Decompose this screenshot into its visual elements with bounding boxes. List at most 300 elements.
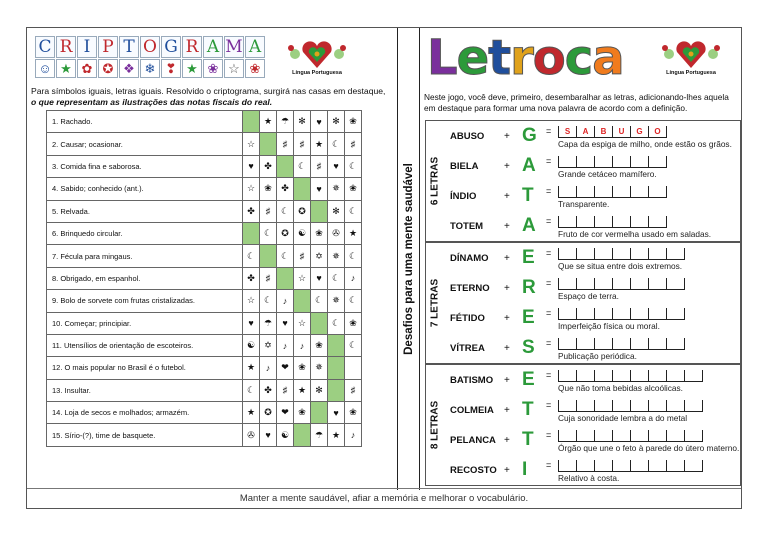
- definition-text: Imperfeição física ou moral.: [558, 321, 660, 331]
- answer-letter-box[interactable]: [684, 460, 703, 471]
- letroca-row: [450, 399, 738, 429]
- symbol-cell[interactable]: ♯: [294, 133, 311, 155]
- answer-boxes: [558, 156, 667, 168]
- criptograma-row: [47, 200, 362, 222]
- symbol-cell[interactable]: ☾: [328, 133, 345, 155]
- title-letter: A: [245, 36, 265, 58]
- criptograma-row: [47, 245, 362, 267]
- scrambled-word: FÉTIDO: [450, 313, 485, 324]
- title-symbol-icon: ❄: [140, 59, 160, 78]
- equals-sign: =: [546, 156, 552, 166]
- answer-letter-box[interactable]: [648, 278, 666, 289]
- answer-letter-box[interactable]: [684, 430, 703, 441]
- highlight-answer-cell[interactable]: [328, 357, 345, 379]
- scrambled-word: DÍNAMO: [450, 253, 489, 264]
- symbol-cell[interactable]: ☾: [260, 290, 277, 312]
- definition-text: Grande cetáceo mamífero.: [558, 169, 657, 179]
- criptograma-row: [47, 155, 362, 177]
- instructions-emphasis: o que representam as ilustrações das notas fiscais do real.: [31, 97, 273, 107]
- symbol-cell[interactable]: ☾: [260, 222, 277, 244]
- symbol-cell[interactable]: ★: [294, 379, 311, 401]
- scrambled-word: PELANCA: [450, 435, 496, 446]
- symbol-cell[interactable]: ☆: [243, 290, 260, 312]
- highlight-answer-cell[interactable]: [311, 200, 328, 222]
- symbol-cell[interactable]: ☾: [328, 312, 345, 334]
- letroca-group: [425, 242, 741, 364]
- answer-letter-box[interactable]: [612, 400, 630, 411]
- panel-divider-right: [419, 28, 420, 490]
- answer-letter-box[interactable]: S: [558, 126, 576, 137]
- symbol-cell[interactable]: ☆: [294, 267, 311, 289]
- answer-letter-box[interactable]: [594, 248, 612, 259]
- symbol-cell[interactable]: ✤: [277, 178, 294, 200]
- worksheet: [26, 27, 742, 509]
- answer-letter-box[interactable]: [630, 248, 648, 259]
- title-letter: G: [161, 36, 181, 58]
- symbol-cell[interactable]: ♥: [311, 111, 328, 133]
- symbol-cell[interactable]: ✤: [260, 155, 277, 177]
- highlight-answer-cell[interactable]: [328, 379, 345, 401]
- group-label: [426, 121, 444, 241]
- answer-letter-box[interactable]: [684, 370, 703, 381]
- answer-letter-box[interactable]: [594, 186, 612, 197]
- answer-letter-box[interactable]: [576, 338, 594, 349]
- letroca-title-letter: r: [510, 30, 533, 86]
- answer-letter-box[interactable]: [630, 216, 648, 227]
- symbol-cell[interactable]: ☾: [243, 379, 260, 401]
- answer-letter-box[interactable]: [558, 156, 576, 167]
- symbol-cell[interactable]: ♪: [345, 424, 362, 446]
- answer-letter-box[interactable]: [648, 338, 666, 349]
- answer-letter-box[interactable]: [558, 186, 576, 197]
- title-symbol-icon: ★: [182, 59, 202, 78]
- symbol-cell[interactable]: ♥: [311, 267, 328, 289]
- equals-sign: =: [546, 430, 552, 440]
- title-symbol-icon: ❀: [203, 59, 223, 78]
- answer-letter-box[interactable]: B: [594, 126, 612, 137]
- equals-sign: =: [546, 308, 552, 318]
- criptograma-row: [47, 379, 362, 401]
- symbol-cell[interactable]: ❀: [311, 334, 328, 356]
- answer-letter-box[interactable]: [594, 460, 612, 471]
- symbol-cell[interactable]: ☾: [345, 200, 362, 222]
- letroca-row: [450, 337, 738, 367]
- clue-text: 1. Rachado.: [47, 111, 243, 133]
- answer-letter-box[interactable]: [576, 156, 594, 167]
- symbol-cell[interactable]: ♥: [328, 155, 345, 177]
- highlight-answer-cell[interactable]: [311, 312, 328, 334]
- heart-flowers-logo-icon: [659, 38, 723, 70]
- footer-tagline: Manter a mente saudável, afiar a memória e melhorar o vocabulário.: [27, 488, 741, 508]
- equals-sign: =: [546, 186, 552, 196]
- symbol-cell[interactable]: ☾: [294, 155, 311, 177]
- symbol-cell[interactable]: ☾: [345, 245, 362, 267]
- symbol-cell[interactable]: ✇: [328, 222, 345, 244]
- criptograma-row: [47, 312, 362, 334]
- symbol-cell[interactable]: ♪: [260, 357, 277, 379]
- symbol-cell[interactable]: ♪: [345, 267, 362, 289]
- equals-sign: =: [546, 400, 552, 410]
- symbol-cell[interactable]: ☯: [294, 222, 311, 244]
- group-label-text: 7 LETRAS: [429, 278, 441, 328]
- logo-caption-right: Língua Portuguesa: [666, 70, 716, 76]
- symbol-cell[interactable]: ☯: [243, 334, 260, 356]
- equals-sign: =: [546, 126, 552, 136]
- symbol-cell[interactable]: ☾: [277, 245, 294, 267]
- answer-boxes: [558, 186, 667, 198]
- symbol-cell[interactable]: ♯: [294, 245, 311, 267]
- title-letter: M: [225, 37, 243, 57]
- answer-letter-box[interactable]: [630, 430, 648, 441]
- criptograma-title-letters: [35, 36, 266, 58]
- scrambled-word: COLMEIA: [450, 405, 494, 416]
- answer-letter-box[interactable]: [594, 308, 612, 319]
- symbol-cell[interactable]: ❀: [311, 222, 328, 244]
- symbol-cell[interactable]: ♯: [345, 133, 362, 155]
- answer-letter-box[interactable]: [576, 216, 594, 227]
- answer-letter-box[interactable]: [594, 216, 612, 227]
- answer-letter-box[interactable]: [612, 278, 630, 289]
- title-symbol-icon: ☆: [224, 59, 244, 78]
- highlight-answer-cell[interactable]: [243, 111, 260, 133]
- answer-letter-box[interactable]: [612, 370, 630, 381]
- scrambled-word: VÍTREA: [450, 343, 485, 354]
- highlight-answer-cell[interactable]: [277, 155, 294, 177]
- symbol-cell[interactable]: ✵: [328, 245, 345, 267]
- scrambled-word: ETERNO: [450, 283, 490, 294]
- answer-letter-box[interactable]: [612, 248, 630, 259]
- symbol-cell[interactable]: ♥: [311, 178, 328, 200]
- symbol-cell[interactable]: ✻: [294, 111, 311, 133]
- symbol-cell[interactable]: ✡: [260, 334, 277, 356]
- symbol-cell[interactable]: ❀: [260, 178, 277, 200]
- equals-sign: =: [546, 278, 552, 288]
- answer-letter-box[interactable]: [666, 430, 684, 441]
- letroca-instructions: Neste jogo, você deve, primeiro, desembaralhar as letras, adicionando-lhes aquela em destaque para formar uma nova palavra de acordo com a definição.: [424, 92, 729, 113]
- symbol-cell[interactable]: ❀: [294, 402, 311, 424]
- symbol-cell[interactable]: ♯: [277, 133, 294, 155]
- answer-letter-box[interactable]: [612, 460, 630, 471]
- answer-letter-box[interactable]: [558, 400, 576, 411]
- answer-letter-box[interactable]: [576, 430, 594, 441]
- answer-letter-box[interactable]: [594, 278, 612, 289]
- letroca-row: [450, 215, 738, 245]
- answer-boxes: [558, 430, 703, 442]
- title-letter: I: [77, 36, 97, 58]
- answer-letter-box[interactable]: [612, 338, 630, 349]
- letroca-row: [450, 155, 738, 185]
- equals-sign: =: [546, 338, 552, 348]
- added-letter: R: [522, 277, 536, 298]
- answer-letter-box[interactable]: [558, 460, 576, 471]
- plus-sign: +: [504, 253, 510, 264]
- clue-text: 10. Começar; principiar.: [47, 312, 243, 334]
- symbol-cell[interactable]: ♥: [243, 312, 260, 334]
- answer-letter-box[interactable]: [648, 370, 666, 381]
- clue-text: 8. Obrigado, em espanhol.: [47, 267, 243, 289]
- answer-letter-box[interactable]: [630, 186, 648, 197]
- clue-text: 7. Fécula para mingaus.: [47, 245, 243, 267]
- symbol-cell[interactable]: ★: [328, 424, 345, 446]
- symbol-cell[interactable]: ❤: [277, 402, 294, 424]
- criptograma-row: [47, 402, 362, 424]
- answer-letter-box[interactable]: [594, 156, 612, 167]
- vertical-title-text: Desafios para uma mente saudável: [402, 163, 415, 355]
- definition-text: Relativo à costa.: [558, 473, 620, 483]
- answer-letter-box[interactable]: [630, 278, 648, 289]
- symbol-cell[interactable]: ❀: [294, 357, 311, 379]
- answer-letter-box[interactable]: [648, 216, 667, 227]
- added-letter: S: [522, 337, 535, 358]
- title-symbol-icon: ❣: [161, 59, 181, 78]
- answer-letter-box[interactable]: [648, 400, 666, 411]
- answer-letter-box[interactable]: [576, 460, 594, 471]
- added-letter: G: [522, 125, 537, 146]
- answer-letter-box[interactable]: U: [612, 126, 630, 137]
- symbol-cell[interactable]: ❤: [277, 357, 294, 379]
- symbol-cell[interactable]: ☾: [277, 200, 294, 222]
- plus-sign: +: [504, 405, 510, 416]
- added-letter: I: [522, 459, 528, 480]
- answer-boxes: [558, 460, 703, 472]
- criptograma-row: [47, 111, 362, 133]
- highlight-answer-cell[interactable]: [294, 290, 311, 312]
- symbol-cell[interactable]: ★: [260, 111, 277, 133]
- equals-sign: =: [546, 216, 552, 226]
- answer-letter-box[interactable]: [648, 156, 667, 167]
- answer-letter-box[interactable]: [558, 216, 576, 227]
- title-letter: T: [119, 36, 139, 58]
- equals-sign: =: [546, 460, 552, 470]
- answer-letter-box[interactable]: [630, 338, 648, 349]
- symbol-cell[interactable]: ✇: [243, 424, 260, 446]
- symbol-cell[interactable]: ✪: [277, 222, 294, 244]
- symbol-cell[interactable]: ♪: [277, 290, 294, 312]
- title-symbol-icon: ☺: [35, 59, 55, 78]
- vertical-title: [398, 28, 419, 490]
- highlight-answer-cell[interactable]: [294, 178, 311, 200]
- highlight-answer-cell[interactable]: [243, 222, 260, 244]
- answer-boxes: [558, 126, 667, 138]
- criptograma-row: [47, 133, 362, 155]
- answer-letter-box[interactable]: [558, 248, 576, 259]
- answer-boxes: [558, 400, 703, 412]
- answer-letter-box[interactable]: [594, 430, 612, 441]
- symbol-cell[interactable]: ★: [243, 402, 260, 424]
- symbol-cell[interactable]: ☾: [345, 155, 362, 177]
- symbol-cell[interactable]: ♪: [277, 334, 294, 356]
- title-symbol-icon: ❖: [119, 59, 139, 78]
- clue-text: 6. Brinquedo circular.: [47, 222, 243, 244]
- symbol-cell[interactable]: ☾: [328, 267, 345, 289]
- definition-text: Transparente.: [558, 199, 610, 209]
- answer-boxes: [558, 338, 685, 350]
- symbol-cell[interactable]: ♥: [243, 155, 260, 177]
- symbol-cell[interactable]: ✵: [311, 357, 328, 379]
- answer-letter-box[interactable]: [576, 248, 594, 259]
- symbol-cell[interactable]: ★: [345, 222, 362, 244]
- clue-text: 11. Utensílios de orientação de escoteiros.: [47, 334, 243, 356]
- answer-letter-box[interactable]: [630, 460, 648, 471]
- logo-caption: Língua Portuguesa: [292, 70, 342, 76]
- answer-letter-box[interactable]: [666, 338, 685, 349]
- answer-letter-box[interactable]: [594, 338, 612, 349]
- symbol-cell[interactable]: ✻: [311, 379, 328, 401]
- answer-letter-box[interactable]: [666, 460, 684, 471]
- answer-letter-box[interactable]: [666, 248, 685, 259]
- letroca-title: [427, 32, 624, 84]
- title-letter: P: [98, 36, 118, 58]
- added-letter: T: [522, 399, 534, 420]
- symbol-cell[interactable]: ✪: [260, 402, 277, 424]
- symbol-cell[interactable]: ✤: [243, 200, 260, 222]
- definition-text: Capa da espiga de milho, onde estão os grãos.: [558, 139, 732, 149]
- symbol-cell[interactable]: ✪: [294, 200, 311, 222]
- symbol-cell[interactable]: ♯: [277, 379, 294, 401]
- symbol-cell[interactable]: ❀: [345, 402, 362, 424]
- symbol-cell[interactable]: ☂: [260, 312, 277, 334]
- title-symbol-icon: ✿: [77, 59, 97, 78]
- answer-letter-box[interactable]: [648, 430, 666, 441]
- symbol-cell[interactable]: ✻: [328, 111, 345, 133]
- answer-letter-box[interactable]: [558, 370, 576, 381]
- answer-letter-box[interactable]: [684, 400, 703, 411]
- highlight-answer-cell[interactable]: [311, 402, 328, 424]
- symbol-cell[interactable]: ✤: [243, 267, 260, 289]
- answer-letter-box[interactable]: G: [630, 126, 648, 137]
- answer-letter-box[interactable]: [630, 400, 648, 411]
- answer-letter-box[interactable]: [594, 400, 612, 411]
- answer-letter-box[interactable]: [612, 186, 630, 197]
- answer-letter-box[interactable]: [630, 370, 648, 381]
- symbol-cell[interactable]: ☂: [311, 424, 328, 446]
- answer-letter-box[interactable]: [576, 400, 594, 411]
- group-label-text: 6 LETRAS: [429, 156, 441, 206]
- symbol-cell[interactable]: ☾: [243, 245, 260, 267]
- symbol-cell[interactable]: ☂: [277, 111, 294, 133]
- symbol-cell[interactable]: ✡: [311, 245, 328, 267]
- answer-letter-box[interactable]: [558, 430, 576, 441]
- highlight-answer-cell[interactable]: [328, 334, 345, 356]
- answer-letter-box[interactable]: [612, 430, 630, 441]
- title-letter: O: [140, 36, 160, 58]
- highlight-answer-cell[interactable]: [277, 267, 294, 289]
- symbol-cell[interactable]: ☾: [311, 290, 328, 312]
- answer-letter-box[interactable]: [558, 338, 576, 349]
- answer-letter-box[interactable]: [666, 400, 684, 411]
- answer-letter-box[interactable]: [612, 156, 630, 167]
- plus-sign: +: [504, 465, 510, 476]
- equals-sign: =: [546, 370, 552, 380]
- plus-sign: +: [504, 221, 510, 232]
- answer-boxes: [558, 216, 667, 228]
- answer-letter-box[interactable]: [630, 156, 648, 167]
- answer-letter-box[interactable]: [648, 460, 666, 471]
- symbol-cell[interactable]: ♯: [260, 200, 277, 222]
- answer-letter-box[interactable]: [612, 216, 630, 227]
- scrambled-word: BIELA: [450, 161, 479, 172]
- plus-sign: +: [504, 161, 510, 172]
- symbol-cell[interactable]: ✵: [328, 178, 345, 200]
- symbol-cell[interactable]: ★: [311, 133, 328, 155]
- added-letter: E: [522, 369, 535, 390]
- symbol-cell[interactable]: ☯: [277, 424, 294, 446]
- answer-letter-box[interactable]: [576, 186, 594, 197]
- answer-letter-box[interactable]: [576, 370, 594, 381]
- clue-text: 2. Causar; ocasionar.: [47, 133, 243, 155]
- answer-letter-box[interactable]: [558, 308, 576, 319]
- highlight-answer-cell[interactable]: [294, 424, 311, 446]
- heart-flowers-logo-icon: [285, 38, 349, 70]
- symbol-cell[interactable]: ♥: [328, 402, 345, 424]
- symbol-cell[interactable]: ☾: [345, 290, 362, 312]
- answer-letter-box[interactable]: [594, 370, 612, 381]
- symbol-cell[interactable]: ❀: [345, 111, 362, 133]
- answer-boxes: [558, 278, 685, 290]
- plus-sign: +: [504, 343, 510, 354]
- title-letter: R: [182, 36, 202, 58]
- scrambled-word: ABUSO: [450, 131, 485, 142]
- answer-letter-box[interactable]: [648, 186, 667, 197]
- symbol-cell[interactable]: ✻: [328, 200, 345, 222]
- answer-letter-box[interactable]: [666, 308, 685, 319]
- symbol-cell[interactable]: ✤: [260, 379, 277, 401]
- letroca-group: [425, 364, 741, 486]
- equals-sign: =: [546, 248, 552, 258]
- answer-letter-box[interactable]: [576, 308, 594, 319]
- answer-letter-box[interactable]: [648, 248, 666, 259]
- symbol-cell[interactable]: ❀: [345, 178, 362, 200]
- symbol-cell[interactable]: ✵: [328, 290, 345, 312]
- added-letter: T: [522, 185, 534, 206]
- letroca-row: [450, 125, 738, 155]
- symbol-cell[interactable]: ☆: [294, 312, 311, 334]
- answer-letter-box[interactable]: A: [576, 126, 594, 137]
- highlight-answer-cell[interactable]: [260, 133, 277, 155]
- symbol-cell[interactable]: ☆: [243, 178, 260, 200]
- symbol-cell[interactable]: ☾: [345, 334, 362, 356]
- criptograma-title-symbols: [35, 59, 266, 78]
- symbol-cell[interactable]: ♯: [260, 267, 277, 289]
- symbol-cell[interactable]: ♥: [277, 312, 294, 334]
- answer-letter-box[interactable]: O: [648, 126, 667, 137]
- answer-letter-box[interactable]: [630, 308, 648, 319]
- criptograma-grid: [46, 110, 362, 447]
- symbol-cell[interactable]: ☆: [243, 133, 260, 155]
- symbol-cell[interactable]: [345, 357, 362, 379]
- answer-letter-box[interactable]: [648, 308, 666, 319]
- answer-letter-box[interactable]: [666, 278, 685, 289]
- added-letter: E: [522, 247, 535, 268]
- answer-letter-box[interactable]: [612, 308, 630, 319]
- plus-sign: +: [504, 131, 510, 142]
- lingua-portuguesa-logo: [285, 38, 349, 76]
- added-letter: T: [522, 429, 534, 450]
- symbol-cell[interactable]: ♪: [294, 334, 311, 356]
- symbol-cell[interactable]: ★: [243, 357, 260, 379]
- answer-letter-box[interactable]: [558, 278, 576, 289]
- added-letter: A: [522, 215, 536, 236]
- symbol-cell[interactable]: ♥: [260, 424, 277, 446]
- letroca-row: [450, 429, 738, 459]
- answer-letter-box[interactable]: [666, 370, 684, 381]
- symbol-cell[interactable]: ♯: [345, 379, 362, 401]
- symbol-cell[interactable]: ♯: [311, 155, 328, 177]
- letroca-title-letter: o: [532, 30, 565, 86]
- symbol-cell[interactable]: ❀: [345, 312, 362, 334]
- highlight-answer-cell[interactable]: [260, 245, 277, 267]
- answer-letter-box[interactable]: [576, 278, 594, 289]
